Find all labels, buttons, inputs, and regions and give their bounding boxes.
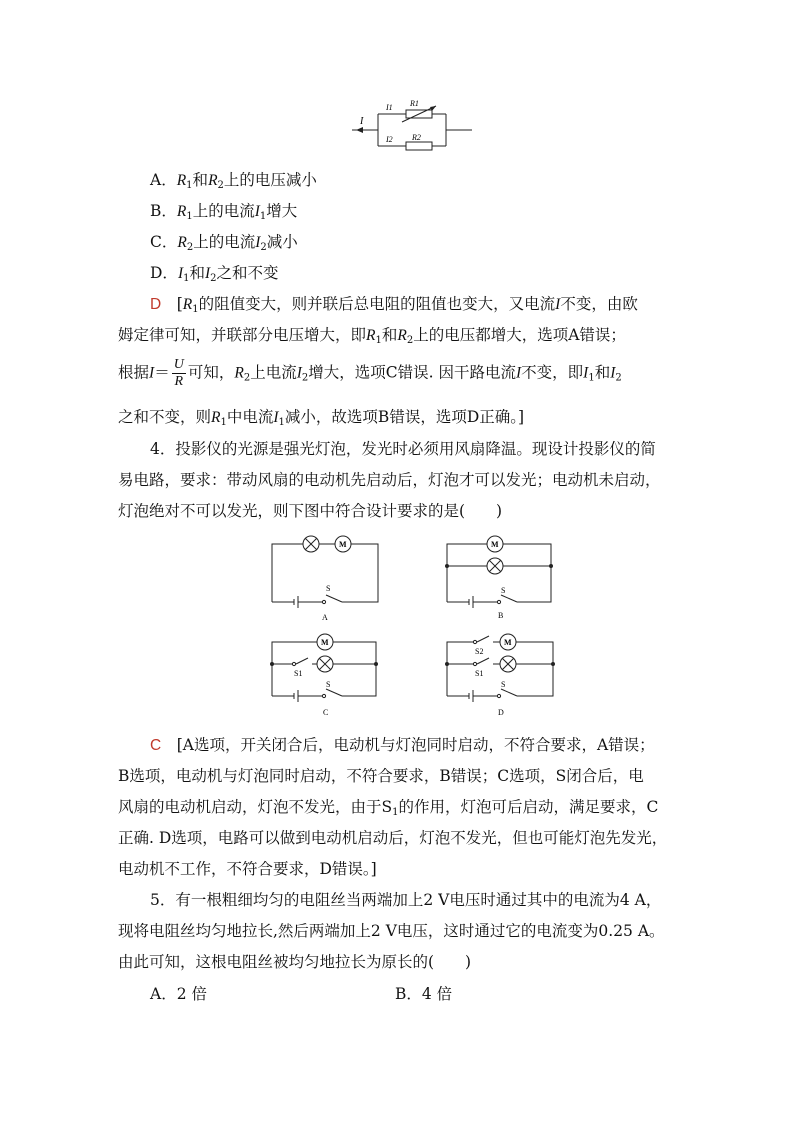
q4-answer-letter: C: [150, 737, 162, 754]
q4-answer-line-4: 正确. D选项，电路可以做到电动机启动后，灯泡不发光，但也可能灯泡先发光，: [118, 829, 668, 847]
branch1-resistor-label: R1: [410, 100, 419, 108]
q3-option-b: B．$R_1$上的电流$I_1$增大: [150, 202, 298, 222]
ohm-law-fraction: $\frac{U}{R}$: [173, 357, 184, 389]
current-label: I: [360, 116, 364, 127]
q3-answer-line-2: 姆定律可知，并联部分电压增大，即$R_1$和$R_2$上的电压都增大，选项A错误；: [118, 326, 626, 346]
switch-label: S: [501, 586, 506, 595]
q5-text-line-3: 由此可知，这根电阻丝被均匀地拉长为原长的( ): [118, 953, 472, 971]
q3-answer-line-4: 之和不变，则$R_1$中电流$I_1$减小，故选项B错误，选项D正确。]: [118, 408, 525, 428]
diagram-label-c: C: [323, 708, 329, 717]
switch-label: S: [326, 680, 331, 689]
q5-text-line-2: 现将电阻丝均匀地拉长,然后两端加上2 V电压，这时通过它的电流变为0.25 A。: [118, 922, 665, 940]
q5-option-b: B．4 倍: [395, 985, 453, 1003]
switch-s1-label: S1: [294, 669, 303, 678]
q4-text-line-2: 易电路，要求：带动风扇的电动机先启动后，灯泡才可以发光；电动机未启动，: [118, 471, 661, 489]
switch-label: S: [326, 584, 331, 593]
diagram-label-b: B: [498, 611, 504, 620]
q4-text-line-1: 4．投影仪的光源是强光灯泡，发光时必须用风扇降温。现设计投影仪的简: [150, 440, 656, 458]
switch-s1-label: S1: [475, 669, 484, 678]
diagram-label-a: A: [322, 613, 328, 622]
q3-option-c: C．$R_2$上的电流$I_2$减小: [150, 233, 298, 253]
q3-option-d: D．$I_1$和$I_2$之和不变: [150, 264, 279, 284]
q3-answer-line-1: D [$R_1$的阻值变大，则并联后总电阻的阻值也变大，又电流I不变，由欧: [150, 295, 638, 315]
parallel-resistor-diagram: [350, 100, 475, 160]
diagram-label-d: D: [498, 708, 504, 717]
motor-label: M: [339, 540, 347, 549]
branch2-current-label: I2: [386, 135, 393, 144]
circuit-diagram-a: [268, 532, 383, 624]
circuit-diagram-c: [268, 630, 383, 722]
branch1-current-label: I1: [386, 103, 393, 112]
switch-s2-label: S2: [475, 647, 484, 656]
circuit-diagram-b: [443, 532, 558, 624]
q4-text-line-3: 灯泡绝对不可以发光，则下图中符合设计要求的是( ): [118, 502, 503, 520]
q4-answer-line-1: C [A选项，开关闭合后，电动机与灯泡同时启动，不符合要求，A错误；: [150, 736, 655, 754]
q4-answer-line-3: 风扇的电动机启动，灯泡不发光，由于$S_1$的作用，灯泡可后启动，满足要求，C: [118, 798, 659, 818]
q5-text-line-1: 5．有一根粗细均匀的电阻丝当两端加上2 V电压时通过其中的电流为4 A，: [150, 891, 662, 909]
switch-label: S: [501, 680, 506, 689]
branch2-resistor-label: R2: [412, 133, 421, 142]
q3-answer-letter: D: [150, 296, 162, 313]
motor-label: M: [504, 638, 512, 647]
motor-label: M: [491, 540, 499, 549]
motor-label: M: [321, 638, 329, 647]
circuit-diagram-d: [443, 630, 558, 722]
q4-answer-line-2: B选项，电动机与灯泡同时启动，不符合要求，B错误；C选项，S闭合后，电: [118, 767, 644, 785]
q5-option-a: A．2 倍: [150, 985, 207, 1003]
q3-option-a: A．$R_1$和$R_2$上的电压减小: [150, 171, 317, 191]
q3-answer-line-3: 根据I＝ $\frac{U}{R}$ 可知，$R_2$上电流$I_2$增大，选项C错误. 因干路电流I不变，即$I_1$和$I_2$: [118, 357, 622, 389]
q4-answer-line-5: 电动机不工作，不符合要求，D错误。]: [118, 860, 377, 878]
